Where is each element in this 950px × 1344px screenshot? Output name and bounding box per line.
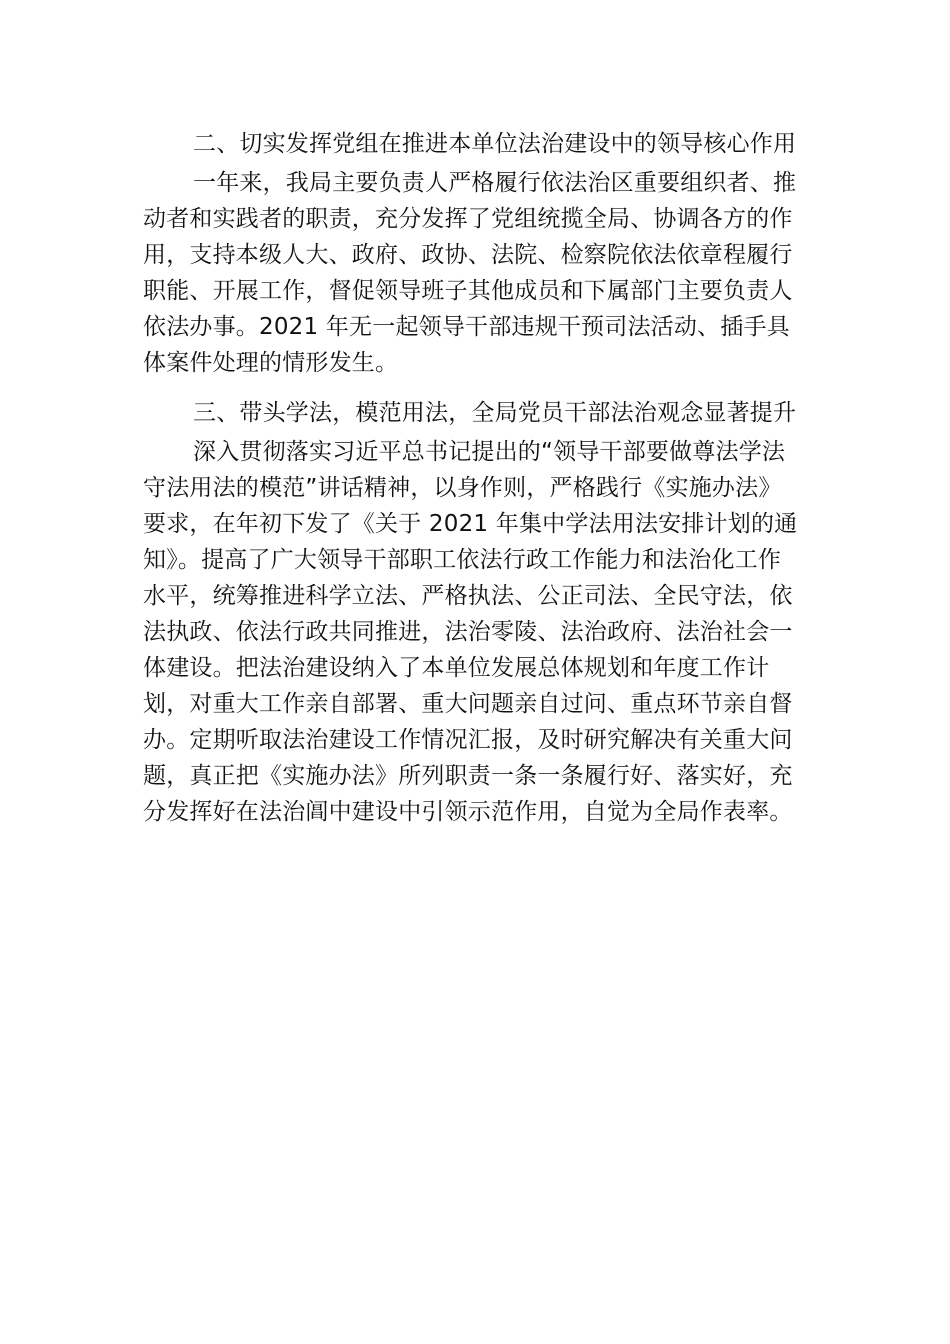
section-paragraph-3: 深入贯彻落实习近平总书记提出的“领导干部要做尊法学法守法用法的模范”讲话精神，以身作则，严格践行《实施办法》要求，在年初下发了《关于 2021 年集中学法用法安排计划的通知》。提高了广大领导干部职工依法行政工作能力和法治化工作水平，统筹推进科学立法、严格执法、公正司法、全民守法，依法执政、依法行政共同推进，法治零陵、法治政府、法治社会一体建设。把法治建设纳入了本单位发展总体规划和年度工作计划，对重大工作亲自部署、重大问题亲自过问、重点环节亲自督办。定期听取法治建设工作情况汇报，及时研究解决有关重大问题，真正把《实施办法》所列职责一条一条履行好、落实好，充分发挥好在法治阊中建设中引领示范作用，自觉为全局作表率。	[143, 439, 798, 825]
document-body	[143, 126, 799, 844]
section-heading-3: 三、带头学法，模范用法，全局党员干部法治观念显著提升	[193, 400, 797, 426]
section-heading-2: 二、切实发挥党组在推进本单位法治建设中的领导核心作用	[193, 131, 797, 157]
section-paragraph-2: 一年来，我局主要负责人严格履行依法治区重要组织者、推动者和实践者的职责，充分发挥了党组统揽全局、协调各方的作用，支持本级人大、政府、政协、法院、检察院依法依章程履行职能、开展工作，督促领导班子其他成员和下属部门主要负责人依法办事。2021 年无一起领导干部违规干预司法活动、插手具体案件处理的情形发生。	[143, 170, 797, 376]
